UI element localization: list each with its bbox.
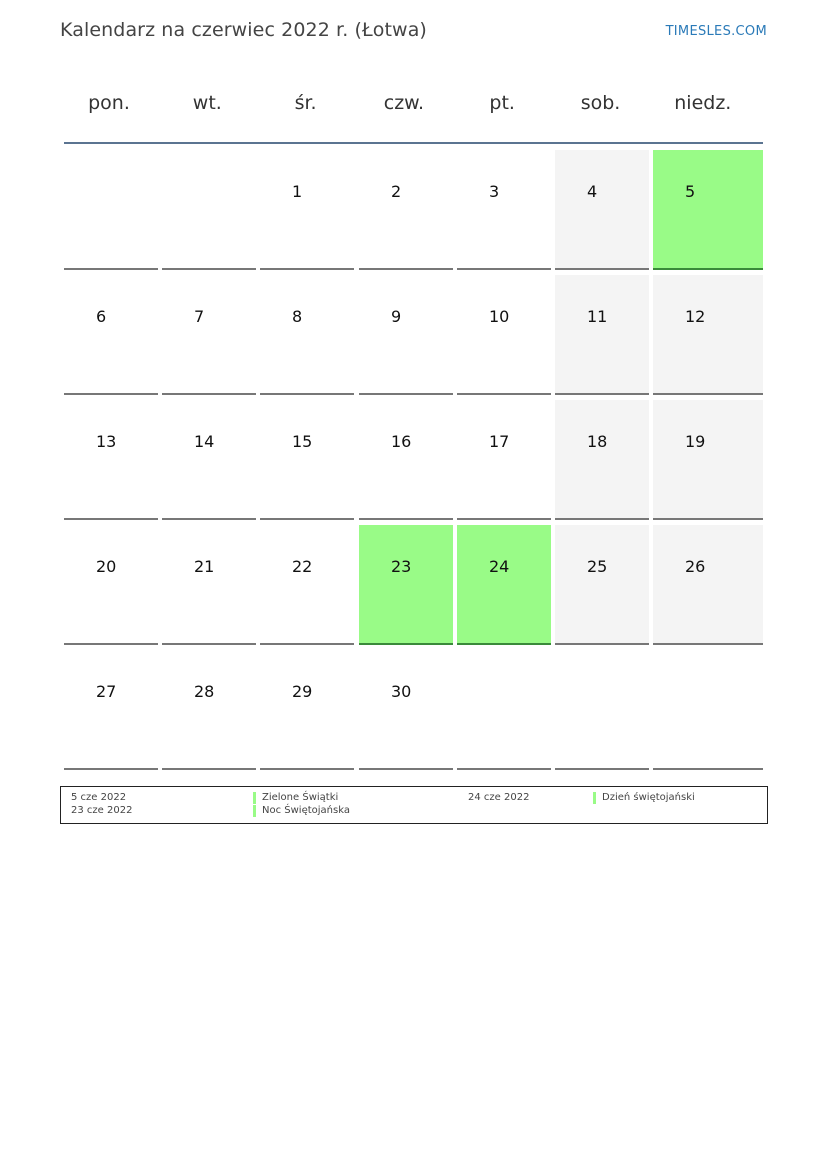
day-number: 6 xyxy=(96,307,107,326)
day-cell-15[interactable] xyxy=(260,400,354,520)
day-number: 11 xyxy=(587,307,608,326)
day-cell-12[interactable] xyxy=(653,275,763,395)
day-number: 5 xyxy=(685,182,696,201)
day-cell-29[interactable] xyxy=(260,650,354,770)
day-cell-7[interactable] xyxy=(162,275,256,395)
day-number: 13 xyxy=(96,432,117,451)
weekday-6: sob. xyxy=(580,92,621,114)
weekday-7: niedz. xyxy=(674,92,732,114)
day-number: 16 xyxy=(391,432,412,451)
weekday-header xyxy=(60,84,768,144)
day-number: 28 xyxy=(194,682,215,701)
day-number: 25 xyxy=(587,557,608,576)
legend-name-3: Dzień świętojański xyxy=(593,792,695,804)
day-cell-6[interactable] xyxy=(64,275,158,395)
legend-name-2: Noc Świętojańska xyxy=(253,805,350,817)
weekday-3: śr. xyxy=(294,92,317,114)
day-number: 7 xyxy=(194,307,205,326)
day-cell-1[interactable] xyxy=(260,150,354,270)
day-cell-16[interactable] xyxy=(359,400,453,520)
empty-cell xyxy=(162,150,256,270)
day-number: 29 xyxy=(292,682,313,701)
day-number: 12 xyxy=(685,307,706,326)
day-number: 9 xyxy=(391,307,402,326)
day-cell-30[interactable] xyxy=(359,650,453,770)
day-number: 26 xyxy=(685,557,706,576)
day-cell-25[interactable] xyxy=(555,525,649,645)
day-number: 22 xyxy=(292,557,313,576)
day-number: 19 xyxy=(685,432,706,451)
day-cell-10[interactable] xyxy=(457,275,551,395)
day-cell-17[interactable] xyxy=(457,400,551,520)
day-cell-19[interactable] xyxy=(653,400,763,520)
weekday-4: czw. xyxy=(383,92,425,114)
day-number: 23 xyxy=(391,557,412,576)
day-cell-24[interactable] xyxy=(457,525,551,645)
weekday-2: wt. xyxy=(192,92,222,114)
day-number: 14 xyxy=(194,432,215,451)
day-number: 1 xyxy=(292,182,303,201)
day-number: 27 xyxy=(96,682,117,701)
day-cell-21[interactable] xyxy=(162,525,256,645)
header-rule xyxy=(64,142,763,144)
day-number: 8 xyxy=(292,307,303,326)
day-cell-11[interactable] xyxy=(555,275,649,395)
day-cell-28[interactable] xyxy=(162,650,256,770)
day-number: 30 xyxy=(391,682,412,701)
day-number: 15 xyxy=(292,432,313,451)
day-number: 2 xyxy=(391,182,402,201)
day-cell-5[interactable] xyxy=(653,150,763,270)
day-number: 3 xyxy=(489,182,500,201)
day-cell-20[interactable] xyxy=(64,525,158,645)
weekday-1: pon. xyxy=(88,92,130,114)
day-number: 24 xyxy=(489,557,510,576)
page-title: Kalendarz na czerwiec 2022 r. (Łotwa) xyxy=(60,19,427,41)
day-cell-22[interactable] xyxy=(260,525,354,645)
day-number: 4 xyxy=(587,182,598,201)
legend-date-1: 5 cze 2022 xyxy=(71,792,127,803)
day-number: 10 xyxy=(489,307,510,326)
day-cell-26[interactable] xyxy=(653,525,763,645)
day-cell-14[interactable] xyxy=(162,400,256,520)
day-cell-2[interactable] xyxy=(359,150,453,270)
legend-name-1: Zielone Świątki xyxy=(253,792,338,804)
legend-date-3: 24 cze 2022 xyxy=(468,792,530,803)
day-number: 17 xyxy=(489,432,510,451)
day-cell-8[interactable] xyxy=(260,275,354,395)
day-cell-3[interactable] xyxy=(457,150,551,270)
site-link[interactable]: TIMESLES.COM xyxy=(665,24,767,39)
empty-cell xyxy=(555,650,649,770)
day-number: 21 xyxy=(194,557,215,576)
day-cell-4[interactable] xyxy=(555,150,649,270)
holiday-legend xyxy=(60,786,768,824)
legend-date-2: 23 cze 2022 xyxy=(71,805,133,816)
day-cell-27[interactable] xyxy=(64,650,158,770)
day-cell-9[interactable] xyxy=(359,275,453,395)
weekday-5: pt. xyxy=(489,92,515,114)
day-cell-13[interactable] xyxy=(64,400,158,520)
day-number: 20 xyxy=(96,557,117,576)
empty-cell xyxy=(653,650,763,770)
empty-cell xyxy=(457,650,551,770)
day-number: 18 xyxy=(587,432,608,451)
day-cell-23[interactable] xyxy=(359,525,453,645)
empty-cell xyxy=(64,150,158,270)
day-cell-18[interactable] xyxy=(555,400,649,520)
